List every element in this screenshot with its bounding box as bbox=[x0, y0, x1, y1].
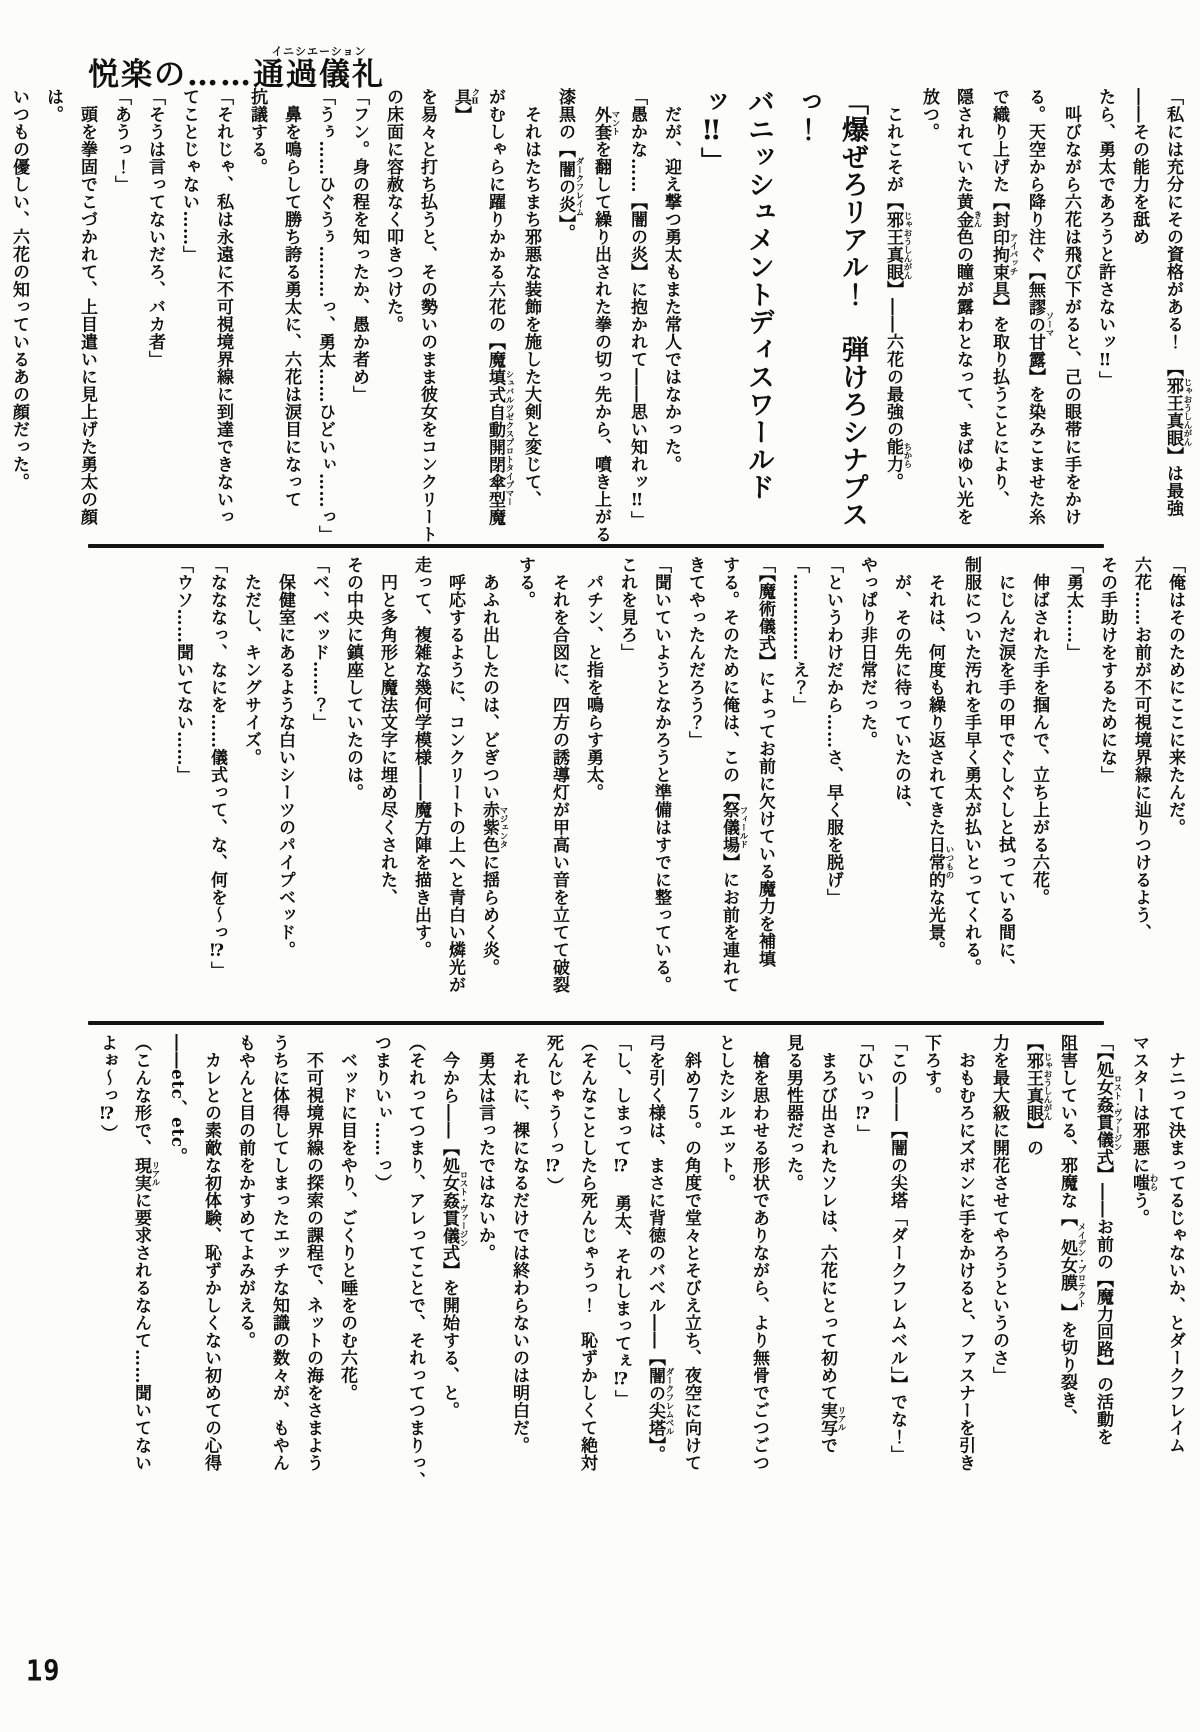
text-line: としたシルエット。 bbox=[715, 1034, 735, 1192]
text-line: 漆黒の【闇の炎 ダークフレイム】。 bbox=[555, 88, 584, 242]
text-line: つまりいぃ……っ） bbox=[371, 1034, 391, 1192]
text-line: 「それじゃ、私は永遠に不可視境界線に到達できないっ bbox=[213, 88, 233, 526]
text-line: が、その先に待っていたのは、 bbox=[891, 556, 911, 819]
text-line: 六花……お前が不可視境界線に辿りつけるよう、 bbox=[1131, 556, 1151, 941]
text-line: 「そうは言ってないだろ、バカ者」 bbox=[145, 88, 165, 368]
text-line: ベッドに目をやり、ごくりと唾をのむ六花。 bbox=[337, 1034, 357, 1402]
text-line: を易々と打ち払うと、その勢いのまま彼女をコンクリート bbox=[417, 88, 437, 543]
text-line: 力を最大級に開花させてやろうというのさ」 bbox=[989, 1034, 1009, 1384]
text-line: にじんだ涙を手の甲でぐしぐしと拭っている間に、 bbox=[995, 556, 1015, 976]
text-line: だが、迎え撃つ勇太もまた常人ではなかった。 bbox=[661, 88, 681, 473]
text-line: 「ひいっ⁉」 bbox=[853, 1034, 873, 1142]
text-block-top bbox=[9, 88, 1192, 546]
text-line: 呼応するように、コンクリートの上へと青白い燐光が bbox=[445, 556, 465, 994]
text-line: 勇太は言ったではないか。 bbox=[475, 1034, 495, 1262]
text-line: マスターは邪悪に嗤 わらう。 bbox=[1129, 1034, 1158, 1227]
text-line: まろび出されたソレは、六花にとって初めて実写 リアルで bbox=[817, 1034, 846, 1454]
text-line: ナニって決まってるじゃないか、とダークフレイム bbox=[1165, 1034, 1185, 1454]
section-divider-bottom bbox=[88, 1021, 1104, 1025]
text-line: 槍を思わせる形状でありながら、より無骨でごつごつ bbox=[749, 1034, 769, 1472]
text-line: 「聞いていようとなかろうと準備はすでに整っている。 bbox=[651, 556, 671, 994]
text-line: 保健室にあるような白いシーツのパイプベッド。 bbox=[275, 556, 295, 959]
section-divider-top bbox=[88, 544, 1104, 548]
text-line: それに、裸になるだけでは終わらないのは明白だ。 bbox=[509, 1034, 529, 1454]
text-line: ――その能力を舐め bbox=[1129, 88, 1149, 246]
text-line: 「【処女姦貫儀式 ロスト・ヴァージン】――お前の【魔力回路】の活動を bbox=[1093, 1034, 1122, 1446]
text-line: 「俺はそのためにここに来たんだ。 bbox=[1165, 556, 1185, 836]
text-line: 「フン。身の程を知ったか、愚か者め」 bbox=[349, 88, 369, 403]
text-block-middle bbox=[88, 556, 1192, 1018]
text-line: 頭を拳固でこづかれて、上目遣いに見上げた勇太の顔は。 bbox=[43, 88, 97, 526]
text-line: てことじゃない……」 bbox=[179, 88, 199, 263]
text-line: よぉ～っ⁉） bbox=[97, 1034, 117, 1142]
text-line: おもむろにズボンに手をかけると、ファスナーを引き bbox=[955, 1034, 975, 1472]
text-line: あふれ出したのは、どぎつい赤紫色 マジェンタに揺らめく炎。 bbox=[479, 556, 508, 976]
text-line: それはたちまち邪悪な装飾を施した大剣と変じて、 bbox=[521, 88, 541, 508]
text-line: その手助けをするためにな」 bbox=[1097, 556, 1117, 784]
text-line: （それってつまり、アレってことで、それってつまりっ、 bbox=[405, 1034, 425, 1489]
text-line: バニッシュメントディスワールドッ‼」 bbox=[696, 88, 774, 501]
text-line: 「ウソ……聞いてない……」 bbox=[173, 556, 193, 784]
text-line: がむしゃらに躍りかかる六花の【魔填式自動開閉傘型魔具シュバルツゼクスプロトタイプマークⅡ】 bbox=[451, 88, 514, 526]
text-line: いつもの優しい、六花の知っているあの顔だった。 bbox=[9, 88, 29, 491]
text-line: （そんなことしたら死んじゃうっ！ 恥ずかしくて絶対 bbox=[577, 1034, 597, 1472]
text-line: 外套 マントを翻して繰り出された拳の切っ先から、噴き上がる bbox=[591, 105, 620, 543]
text-line: きてやったんだろう？」 bbox=[685, 556, 705, 749]
text-line: 鼻を鳴らして勝ち誇る勇太に、六花は涙目になって bbox=[281, 88, 301, 508]
text-line: 「なななっ、なにを……儀式って、な、何を～っ⁉」 bbox=[207, 556, 227, 979]
text-line: 円と多角形と魔法文字に埋め尽くされた、 bbox=[377, 556, 397, 906]
text-line: （こんな形で、現実 リアルに要求されるなんて……聞いてない bbox=[131, 1034, 160, 1472]
text-line: 斜め７５。の角度で堂々とそびえ立ち、夜空に向けて bbox=[681, 1034, 701, 1472]
page-title: 悦楽の……通過儀礼イニシエーション bbox=[88, 44, 385, 93]
text-line: する。そのために俺は、この【祭儀場 フィールド】にお前を連れて bbox=[719, 556, 748, 994]
text-line: 「愚かな……【闇の炎】に抱かれて――思い知れッ‼」 bbox=[627, 88, 647, 529]
text-line: 「勇太……」 bbox=[1063, 556, 1083, 661]
text-line: 抗議する。 bbox=[247, 88, 267, 176]
text-line: 不可視境界線の探索の課程で、ネットの海をさまよう bbox=[303, 1034, 323, 1472]
text-line: 伸ばされた手を掴んで、立ち上がる六花。 bbox=[1029, 556, 1049, 906]
text-line: の床面に容赦なく叩きつけた。 bbox=[383, 88, 403, 333]
text-line: 叫びながら六花は飛び下がると、己の眼帯に手をかけ bbox=[1061, 88, 1081, 526]
text-line: カレとの素敵な初体験、恥ずかしくない初めての心得 bbox=[201, 1034, 221, 1472]
text-line: これこそが【邪王真眼 じゃおうしんがん】――六花の最強の能力 ちから。 bbox=[883, 88, 912, 491]
text-line: やっぱり非日常だった。 bbox=[857, 556, 877, 749]
text-line: で織り上げた【封印拘束具 アイパッチ】を取り払うことにより、 bbox=[989, 88, 1018, 508]
text-line: 弓を引く様は、まさに背徳のバベル――【闇の尖塔 ダークフレムベル】。 bbox=[645, 1034, 674, 1463]
text-line: る。天空から降り注ぐ【無謬の甘露 ソーマ】を染みこませた糸 bbox=[1025, 88, 1054, 526]
text-line: それは、何度も繰り返されてきた日常的 いつものな光景。 bbox=[925, 556, 954, 959]
text-line: 下ろす。 bbox=[921, 1034, 941, 1104]
text-line: 「あうっ！」 bbox=[111, 88, 131, 193]
text-line: 隠されていた黄金 きん色の瞳が露わとなって、まばゆい光を bbox=[953, 88, 982, 526]
text-line: 「【魔術儀式】によってお前に欠けている魔力を補填 bbox=[755, 556, 775, 968]
text-line: これを見ろ」 bbox=[617, 556, 637, 661]
text-line: 走って、複雑な幾何学模様――魔方陣を描き出す。 bbox=[411, 556, 431, 959]
text-line: する。 bbox=[515, 556, 535, 609]
text-line: それを合図に、四方の誘導灯が甲高い音を立てて破裂 bbox=[549, 556, 569, 994]
text-line: 「というわけだから……さ、早く服を脱げ」 bbox=[823, 556, 843, 906]
text-line: 「この――【闇の尖塔「ダークフレムベル」】でな！」 bbox=[887, 1034, 907, 1463]
text-line: その中央に鎮座していたのは。 bbox=[343, 556, 363, 801]
text-line: 阻害している、邪魔な【処女膜 メイデン・プロテクト】を切り裂き、【邪王真眼 じゃおうしんがん】の bbox=[1023, 1034, 1086, 1426]
text-line: 放つ。 bbox=[919, 88, 939, 141]
text-line: 「爆ぜろリアル！ 弾けろシナプスっ！ bbox=[790, 88, 868, 528]
text-line: 「し、しまって⁉ 勇太、それしまってぇ⁉」 bbox=[611, 1034, 631, 1408]
text-line: ――etc、etc。 bbox=[167, 1034, 187, 1166]
text-line: 制服についた汚れを手早く勇太が払いとってくれる。 bbox=[961, 556, 981, 976]
text-line: 「うぅ……ひぐうぅ………っ、勇太……ひどいぃ……っ」 bbox=[315, 88, 335, 543]
text-line: 「ベ、ベッド……？」 bbox=[309, 556, 329, 731]
text-line: 今から――【処女姦貫儀式 ロスト・ヴァージン】を開始する、と。 bbox=[439, 1034, 468, 1419]
text-line: 「私には充分にその資格がある！ 【邪王真眼 じゃおうしんがん】は最強 bbox=[1163, 88, 1192, 517]
text-line: 見る男性器だった。 bbox=[783, 1034, 803, 1192]
text-line: ただし、キングサイズ。 bbox=[241, 556, 261, 766]
text-line: 「……………え？」 bbox=[789, 556, 809, 714]
text-line: パチン、と指を鳴らす勇太。 bbox=[583, 556, 603, 801]
text-line: たら、勇太であろうと許さないッ‼」 bbox=[1095, 88, 1115, 389]
text-line: 死んじゃう～っ⁉） bbox=[543, 1034, 563, 1195]
text-line: もやんと目の前をかすめてよみがえる。 bbox=[235, 1034, 255, 1349]
text-line: うちに体得してしまったエッチな知識の数々が、もやん bbox=[269, 1034, 289, 1472]
text-block-bottom bbox=[88, 1034, 1192, 1494]
page-number: 19 bbox=[26, 1655, 61, 1688]
